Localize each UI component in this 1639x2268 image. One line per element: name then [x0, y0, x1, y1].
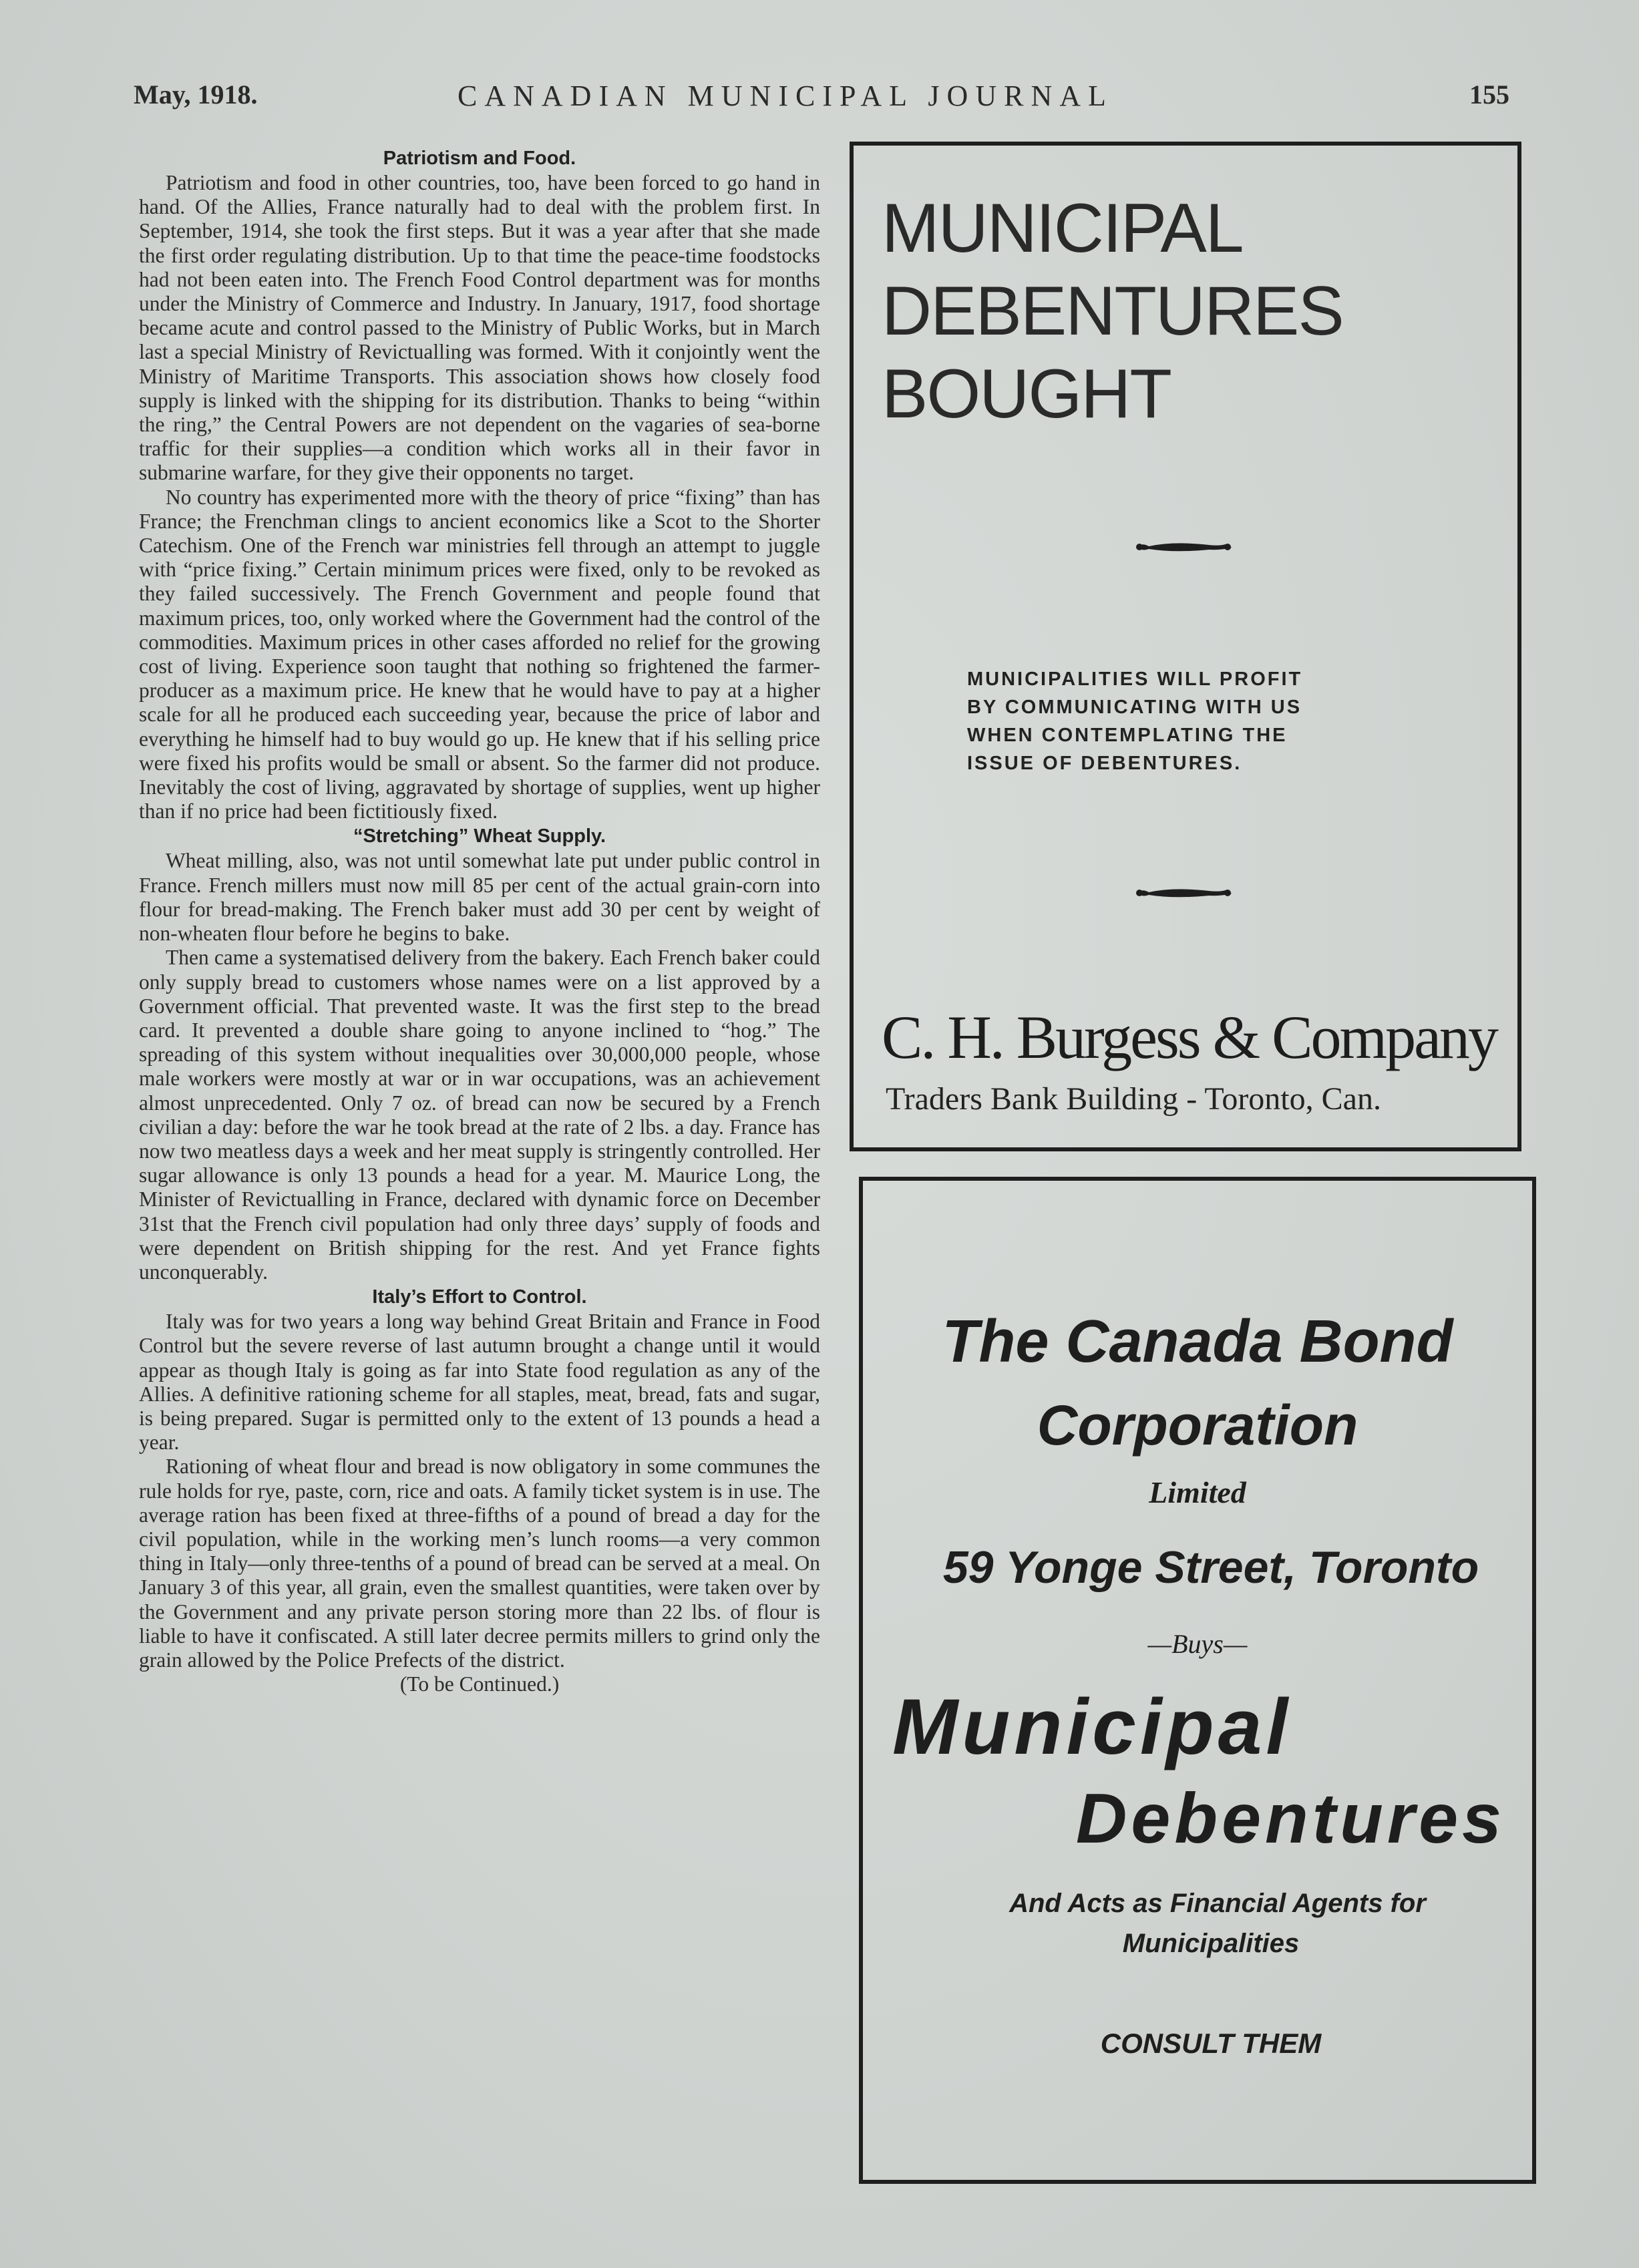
page-header: [134, 79, 1509, 119]
article-paragraph: No country has experimented more with the theory of price “fixing” than has France; the Frenchman clings to ancient economics like a Scot to the Shorter Catechism. One of the French war ministries fell through an attempt to juggle with “price fixing.” Certain minimum prices were fixed, only to be revoked as they failed successively. The French Government and people found that maximum prices, too, only worked where the Government had the control of the commodities. Maximum prices in other cases afforded no relief for the growing cost of living. Experience soon taught that nothing so frightened the farmer-producer as a maximum price. He knew that he would have to pay at a higher scale for all he produced each succeeding year, because the price of labor and everything he himself had to buy would go up. He knew that if his selling price were fixed his profits would be small or absent. So the farmer did not produce. Inevitably the cost of living, aggravated by shortage of supplies, went up higher than if no price had been fictitiously fixed.: [139, 485, 820, 823]
to-be-continued: (To be Continued.): [399, 1672, 560, 1696]
notice-line: ISSUE OF DEBENTURES.: [967, 753, 1242, 774]
headline-line-2: DEBENTURES: [882, 272, 1343, 350]
municipal-word: Municipal: [892, 1683, 1292, 1771]
article-column: [139, 146, 820, 1696]
company-limited: Limited: [1149, 1475, 1246, 1509]
ornament-swash-icon: [1134, 537, 1234, 557]
article-paragraph: Italy was for two years a long way behind Great Britain and France in Food Control but the severe reverse of last autumn brought a change until it would appear as though Italy is going as far into State food regulation as any of the Allies. A definitive rationing scheme for all staples, meat, bread, fats and sugar, is being prepared. Sugar is permitted only to the extent of 13 pounds a head a year.: [139, 1310, 820, 1455]
ad-notice: [967, 665, 1421, 777]
page-number: 155: [1469, 79, 1509, 110]
debentures-word: Debentures: [1075, 1779, 1505, 1858]
firm-address: Traders Bank Building - Toronto, Can.: [886, 1081, 1381, 1117]
heading-patriotism-and-food: Patriotism and Food.: [383, 148, 576, 169]
company-name-line-1: The Canada Bond: [942, 1308, 1453, 1375]
heading-stretching-wheat-supply: “Stretching” Wheat Supply.: [353, 825, 606, 847]
agents-line-2: Municipalities: [1122, 1929, 1300, 1958]
article-paragraph: Patriotism and food in other countries, too, have been forced to go hand in hand. Of the Allies, France naturally had to deal with the problem first. In September, 1914, she took the first steps. But it was a year after that she made the first order regulating distribution. Up to that time the peace-time foodstocks had not been eaten into. The French Food Control department was for months under the Ministry of Commerce and Industry. In January, 1917, food shortage became acute and control passed to the Ministry of Public Works, but in March last a special Ministry of Revictualling was formed. With it conjointly went the Ministry of Maritime Transports. This association shows how closely food supply is linked with the shipping for its distribution. Thanks to being “within the ring,” the Central Powers are not dependent on the vagaries of sea-borne traffic for their supplies—a condition which works all in their favor in submarine warfare, for they give their opponents no target.: [139, 171, 820, 485]
canada-bond-advertisement: [859, 1177, 1536, 2184]
consult-them: CONSULT THEM: [1100, 2028, 1322, 2059]
journal-title: CANADIAN MUNICIPAL JOURNAL: [458, 79, 1113, 112]
article-paragraph: Rationing of wheat flour and bread is now obligatory in some communes the rule holds for rye, paste, corn, rice and oats. A family ticket system is in use. The average ration has been fixed at three-fifths of a pound of bread a day for the civil population, while in the working men’s lunch rooms—a very common thing in Italy—only three-tenths of a pound of bread can be served at a meal. On January 3 of this year, all grain, even the smallest quantities, were taken over by the Government and any private person storing more than 22 lbs. of flour is liable to have it confiscated. A still later decree permits millers to grind only the grain allowed by the Police Prefects of the district.: [139, 1455, 820, 1672]
article-paragraph: Then came a systematised delivery from the bakery. Each French baker could only supply bread to customers whose names were on a list approved by a Government official. That prevented waste. It was the first step to the bread card. It prevented a double share going to anyone inclined to “hog.” The spreading of this system without inequalities over 30,000,000 people, whose male workers were mostly at war or in war occupations, was an achievement almost unprecedented. Only 7 oz. of bread can now be secured by a French civilian a day: before the war he took bread at the rate of 2 lbs. a day. France has now two meatless days a week and her meat supply is stringently controlled. Her sugar allowance is only 13 pounds a head for a year. M. Maurice Long, the Minister of Revictualling in France, declared with dynamic force on December 31st that the French civil population had only three days’ supply of foods and were dependent on British shipping for the rest. And yet France fights unconquerably.: [139, 946, 820, 1284]
headline-line-3: BOUGHT: [882, 355, 1171, 433]
issue-date: May, 1918.: [134, 79, 258, 110]
buys-label: —Buys—: [1147, 1629, 1248, 1659]
company-address: 59 Yonge Street, Toronto: [942, 1542, 1479, 1593]
firm-name: C. H. Burgess & Company: [882, 1003, 1497, 1071]
agents-line-1: And Acts as Financial Agents for: [1009, 1889, 1426, 1918]
article-paragraph: Wheat milling, also, was not until somewhat late put under public control in France. French millers must now mill 85 per cent of the actual grain-corn into flour for bread-making. The French baker must add 30 per cent by weight of non-wheaten flour before he begins to bake.: [139, 849, 820, 946]
notice-line: MUNICIPALITIES WILL PROFIT: [967, 669, 1303, 690]
burgess-advertisement: [850, 142, 1521, 1151]
notice-line: WHEN CONTEMPLATING THE: [967, 725, 1288, 746]
notice-line: BY COMMUNICATING WITH US: [967, 697, 1302, 718]
heading-italys-effort: Italy’s Effort to Control.: [372, 1286, 587, 1308]
company-name-line-2: Corporation: [1037, 1394, 1358, 1457]
headline-line-1: MUNICIPAL: [882, 190, 1243, 267]
ornament-swash-icon: [1134, 883, 1234, 903]
ad-headline: [882, 187, 1343, 435]
